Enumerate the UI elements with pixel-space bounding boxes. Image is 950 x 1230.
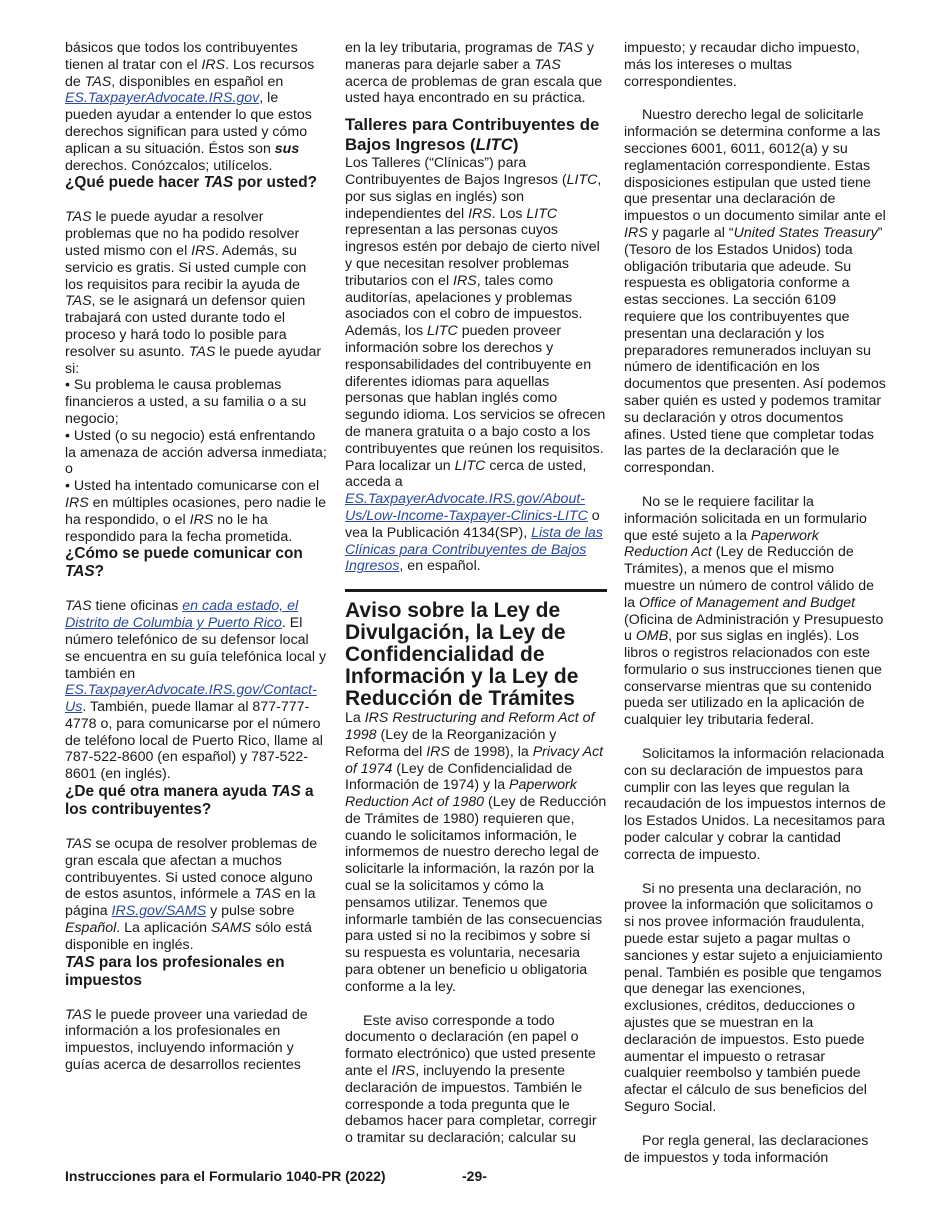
continuation-paragraph: impuesto; y recaudar dicho impuesto, más los intereses o multas correspondientes. [624, 40, 860, 90]
que-puede-paragraph: TAS le puede ayudar a resolver problemas que no ha podido resolver usted mismo con el IRS. Además, su servicio es gratis. Si usted cumple con los requisitos para recibir la ayuda de TAS, se le asignará un defensor quien trabajará con usted durante todo el proceso y hará todo lo posible para resolver su asunto. TAS le puede ayudar si: [65, 209, 322, 377]
column-1 [65, 40, 327, 1074]
column-3 [624, 40, 886, 1166]
column-2 [345, 40, 607, 1147]
publication-4134-link[interactable]: Lista de las Clínicas para Contribuyentes de Bajos Ingresos [345, 524, 603, 575]
taxpayer-advocate-link[interactable]: ES.TaxpayerAdvocate.IRS.gov [65, 90, 260, 107]
heading-aviso: Aviso sobre la Ley de Divulgación, la Ley de Confidencialidad de Información y la Ley de Reducción de Trámites [345, 599, 579, 711]
bullet-item: • Usted ha intentado comunicarse con el IRS en múltiples ocasiones, pero nadie le ha respondido, o el IRS no le ha respondido para la fecha prometida. [65, 478, 327, 545]
talleres-paragraph: Los Talleres (“Clínicas”) para Contribuyentes de Bajos Ingresos (LITC, por sus siglas en inglés) son independientes del IRS. Los LITC representan a las personas cuyos ingresos estén por debajo de cierto nivel y que necesitan resolver problemas tributarios con el IRS, tales como auditorías, apelaciones y problemas asociados con el cobro de impuestos. Además, los LITC pueden proveer información sobre los derechos y responsabilidades del contribuyente en diferentes idiomas para aquellas personas que hablan inglés como segundo idioma. Los servicios se ofrecen de manera gratuita o a bajo costo a los contribuyentes que reúnen los requisitos. Para localizar un LITC cerca de usted, acceda a ES.TaxpayerAdvocate.IRS.gov/About-Us/Low-Income-Taxpayer-Clinics-LITC o vea la Publicación 4134(SP), Lista de las Clínicas para Contribuyentes de Bajos Ingresos, en español. [345, 155, 606, 575]
como-comunicar-paragraph: TAS tiene oficinas en cada estado, el Distrito de Columbia y Puerto Rico. El número telefónico de su defensor local se encuentra en su guía telefónica local y también en ES.TaxpayerAdvocate.IRS.gov/Contact-Us. También, puede llamar al 877-777-4778 o, para comunicarse por el número de teléfono local de Puerto Rico, llame al 787-522-8600 (en español) y 787-522-8601 (en inglés). [65, 598, 327, 783]
otra-manera-paragraph: TAS se ocupa de resolver problemas de gran escala que afectan a muchos contribuyentes. Si usted conoce alguno de estos asuntos, infórmele a TAS en la página IRS.gov/SAMS y pulse sobre Español. La aplicación SAMS sólo está disponible en inglés. [65, 836, 318, 953]
bullet-icon: • [65, 478, 74, 495]
contact-us-link[interactable]: ES.TaxpayerAdvocate.IRS.gov/Contact-Us [65, 682, 317, 716]
heading-que-puede-hacer: ¿Qué puede hacer TAS por usted? [65, 174, 317, 192]
este-aviso-paragraph: Este aviso corresponde a todo documento o declaración (en papel o formato electrónico) que usted presente ante el IRS, incluyendo la presente declaración de impuestos. También le corresponde a toda pregunta que le debamos hacer para completar, corregir o tramitar su declaración; calcular su [345, 1012, 597, 1147]
heading-profesionales: TAS para los profesionales en impuestos [65, 953, 285, 989]
no-requiere-paragraph: No se le requiere facilitar la información solicitada en un formulario que esté sujeto a la Paperwork Reduction Act (Ley de Reducción de Trámites), a menos que el mismo muestre un número de control válido de la Office of Management and Budget (Oficina de Administración y Presupuesto u OMB, por sus siglas en inglés). Los libros o registros relacionados con este formulario o sus instrucciones tienen que conservarse mientras que su contenido pueda ser utilizado en la aplicación de cualquier ley tributaria federal. [624, 493, 884, 729]
bullet-item: • Su problema le causa problemas financieros a usted, a su familia o a su negocio; [65, 377, 307, 427]
si-no-presenta-paragraph: Si no presenta una declaración, no provee la información que solicitamos o si nos provee información fraudulenta, puede estar sujeto a pagar multas o sanciones y estar sujeto a enjuiciamiento penal. También es posible que tengamos que denegar las exenciones, exclusiones, créditos, deducciones o ajustes que se muestran en la declaración de impuestos. Esto puede aumentar el impuesto o retrasar cualquier reembolso y también puede afectar el cálculo de sus beneficios del Seguro Social. [624, 880, 883, 1116]
aviso-paragraph: La IRS Restructuring and Reform Act of 1998 (Ley de la Reorganización y Reforma del IRS de 1998), la Privacy Act of 1974 (Ley de Confidencialidad de Información de 1974) y la Paperwork Reduction Act of 1980 (Ley de Reducción de Trámites de 1980) requieren que, cuando le solicitamos información, le informemos de nuestro derecho legal de solicitarle la información, la razón por la cual se la solicitamos y cómo la pensamos utilizar. Tenemos que informarle también de las consecuencias para usted si no la recibimos y sobre si su respuesta es voluntaria, necesaria para obtener un beneficio u obligatoria conforme a la ley. [345, 710, 607, 995]
page-number: -29- [462, 1168, 487, 1184]
bullet-icon: • [65, 427, 74, 444]
footer-title: Instrucciones para el Formulario 1040-PR (2022) [65, 1168, 386, 1184]
litc-link[interactable]: ES.TaxpayerAdvocate.IRS.gov/About-Us/Low-Income-Taxpayer-Clinics-LITC [345, 491, 588, 524]
heading-como-comunicar: ¿Cómo se puede comunicar con TAS? [65, 545, 303, 581]
solicitamos-paragraph: Solicitamos la información relacionada con su declaración de impuestos para cumplir con las leyes que regulan la recaudación de los impuestos internos de los Estados Unidos. La necesitamos para poder calcular y cobrar la cantidad correcta de impuesto. [624, 746, 886, 863]
section-divider [345, 589, 607, 592]
intro-paragraph: básicos que todos los contribuyentes tienen al tratar con el IRS. Los recursos de TAS, disponibles en español en ES.TaxpayerAdvocate.IRS.gov, le pueden ayudar a entender lo que estos derechos significan para usted y cómo aplican a su situación. Éstos son sus derechos. Conózcalos; utilícelos. [65, 40, 315, 174]
page-footer [65, 1168, 885, 1184]
heading-talleres: Talleres para Contribuyentes de Bajos Ingresos (LITC) [345, 115, 600, 155]
profesionales-paragraph: TAS le puede proveer una variedad de información a los profesionales en impuestos, incluyendo información y guías acerca de desarrollos recientes [65, 1006, 308, 1074]
sams-link[interactable]: IRS.gov/SAMS [111, 903, 207, 920]
continuation-paragraph: en la ley tributaria, programas de TAS y maneras para dejarle saber a TAS acerca de problemas de gran escala que usted haya encontrado en su práctica. [345, 40, 603, 107]
regla-general-paragraph: Por regla general, las declaraciones de impuestos y toda información [624, 1132, 869, 1166]
bullet-icon: • [65, 377, 74, 394]
derecho-legal-paragraph: Nuestro derecho legal de solicitarle información se determina conforme a las secciones 6001, 6011, 6012(a) y su reglamentación correspondiente. Estas disposiciones estipulan que usted tiene que presentar una declaración de impuestos o un documento similar ante el IRS y pagarle al “United States Treasury” (Tesoro de los Estados Unidos) toda obligación tributaria que adeude. Su respuesta es obligatoria conforme a estas secciones. La sección 6109 requiere que los contribuyentes que presentan una declaración y los preparadores remunerados incluyan su número de identificación en los documentos que presenten. Así podemos saber quién es usted y podemos tramitar su declaración y otros documentos afines. Usted tiene que completar todas las partes de la declaración que le correspondan. [624, 107, 886, 477]
offices-link[interactable]: en cada estado, el Distrito de Columbia y Puerto Rico [65, 598, 299, 632]
heading-otra-manera: ¿De qué otra manera ayuda TAS a los contribuyentes? [65, 783, 314, 819]
bullet-item: • Usted (o su negocio) está enfrentando la amenaza de acción adversa inmediata; o [65, 427, 327, 478]
